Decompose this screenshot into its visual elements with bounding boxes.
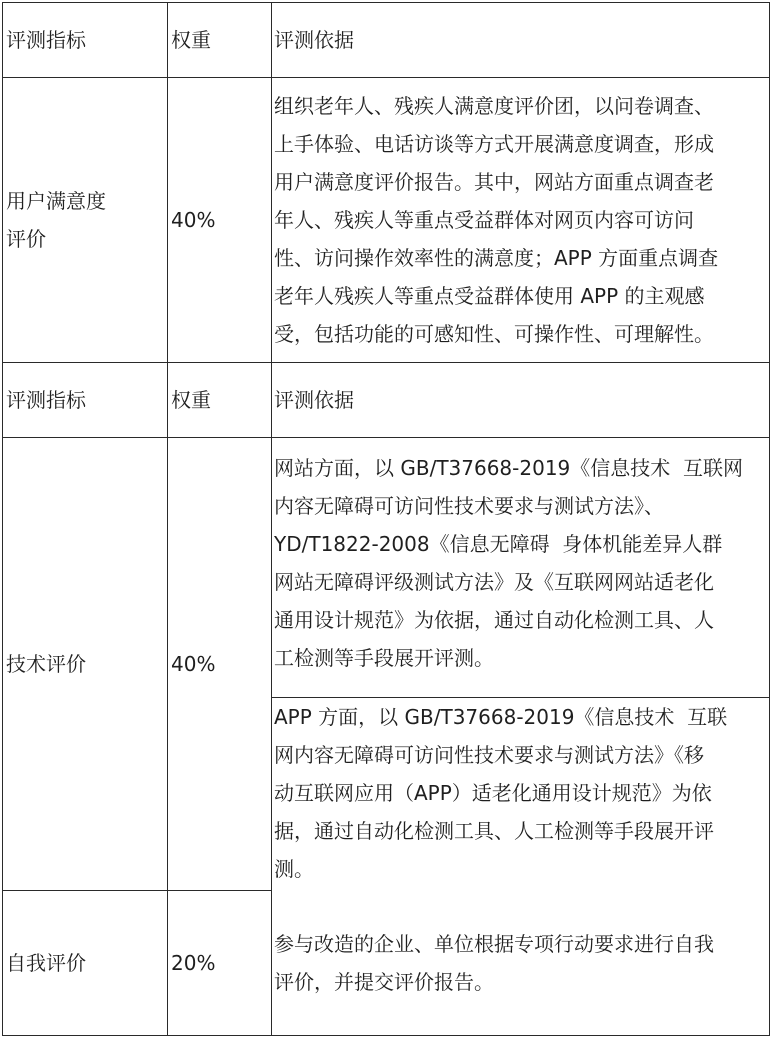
table-border-right <box>769 2 770 1036</box>
self-evaluation-basis: 参与改造的企业、单位根据专项行动要求进行自我 评价，并提交评价报告。 <box>274 932 714 994</box>
self-evaluation-indicator: 自我评价 <box>6 951 86 975</box>
technical-weight-cell <box>167 438 271 890</box>
user-satisfaction-weight: 40% <box>171 208 216 232</box>
table-border-bottom <box>2 1035 770 1036</box>
user-satisfaction-indicator: 用户满意度 评价 <box>6 189 106 251</box>
header-basis-cell <box>271 3 769 77</box>
header-indicator: 评测指标 <box>6 28 86 52</box>
self-evaluation-basis-cell <box>271 891 769 1035</box>
self-evaluation-weight-cell <box>167 891 271 1035</box>
self-evaluation-indicator-cell <box>2 891 167 1035</box>
user-satisfaction-basis: 组织老年人、残疾人满意度评价团，以问卷调查、 上手体验、电话访谈等方式开展满意度调查，形成 用户满意度评价报告。其中，网站方面重点调查老 年人、残疾人等重点受益群体对网页内容可访问 性、访问操作效率性的满意度；APP 方面重点调查 老年人残疾人等重点受益群体使用 APP 的主观感 受，包括功能的可感知性、可操作性、可理解性。 <box>274 94 719 346</box>
header-indicator-cell <box>2 3 167 77</box>
user-satisfaction-weight-cell <box>167 78 271 362</box>
user-satisfaction-indicator-cell <box>2 78 167 362</box>
header-weight-cell <box>167 3 271 77</box>
technical-indicator-cell <box>2 438 167 890</box>
header2-indicator-cell <box>2 363 167 437</box>
header2-indicator: 评测指标 <box>6 388 86 412</box>
technical-indicator: 技术评价 <box>6 652 86 676</box>
header2-basis: 评测依据 <box>274 388 354 412</box>
header2-weight: 权重 <box>171 388 211 412</box>
header-basis: 评测依据 <box>274 28 354 52</box>
header2-weight-cell <box>167 363 271 437</box>
header2-basis-cell <box>271 363 769 437</box>
technical-basis-website-cell <box>271 449 769 697</box>
technical-basis-app-cell <box>271 698 769 890</box>
user-satisfaction-basis-cell <box>271 78 769 362</box>
self-evaluation-weight: 20% <box>171 951 216 975</box>
header-weight: 权重 <box>171 28 211 52</box>
technical-basis-website: 网站方面，以 GB/T37668-2019《信息技术 互联网 内容无障碍可访问性技术要求与测试方法》、 YD/T1822-2008《信息无障碍 身体机能差异人群 网站无障碍评级测试方法》及《互联网网站适老化 通用设计规范》为依据，通过自动化检测工具、人 工检测等手段展开评测。 <box>274 456 743 670</box>
technical-weight: 40% <box>171 652 216 676</box>
technical-basis-app: APP 方面，以 GB/T37668-2019《信息技术 互联 网内容无障碍可访问性技术要求与测试方法》《移 动互联网应用（APP）适老化通用设计规范》为依 据，通过自动化检测工具、人工检测等手段展开评 测。 <box>274 705 728 881</box>
